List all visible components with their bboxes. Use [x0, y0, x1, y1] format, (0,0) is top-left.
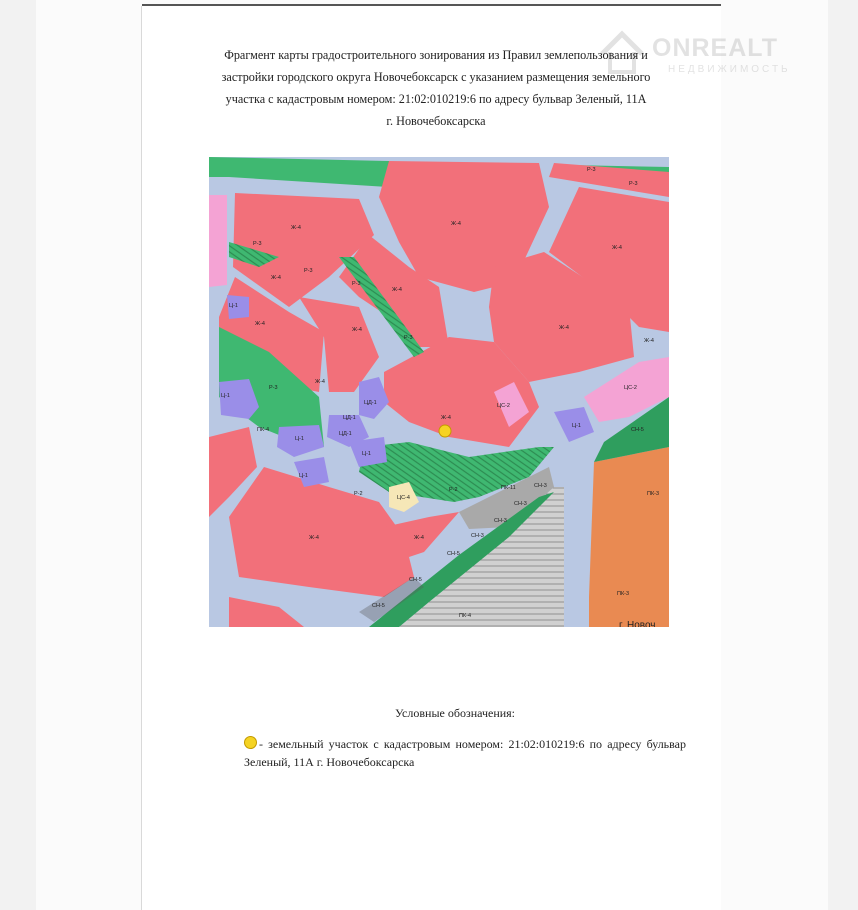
zone-label: Р-3	[304, 268, 313, 274]
zone-label: Ц-1	[572, 423, 581, 429]
zone-label: ЦД-1	[364, 400, 377, 406]
watermark-subtitle: НЕДВИЖИМОСТЬ	[668, 64, 791, 75]
zone-label: Р-3	[269, 385, 278, 391]
zone-label: ЦД-1	[339, 431, 352, 437]
watermark-brand: ONREALT	[652, 34, 778, 62]
zone-label: ПК-4	[257, 427, 270, 433]
zone-label: ПК-3	[647, 491, 660, 497]
zone-label: ПК-11	[501, 485, 516, 491]
zone-label: Ж-4	[559, 325, 569, 331]
zone-label: СН-5	[631, 427, 644, 433]
zone-label: СН-5	[409, 577, 422, 583]
zone-label: Р-2	[449, 487, 458, 493]
zone-label: СН-5	[447, 551, 460, 557]
zone-label: ПК-4	[459, 613, 472, 619]
zone-label: ЦД-1	[343, 415, 356, 421]
zone-label: Ж-4	[315, 379, 325, 385]
title-line-1: Фрагмент карты градостроительного зонирования из Правил землепользования и	[224, 48, 648, 62]
zone-industrial	[589, 447, 669, 627]
zone-label: Ж-4	[291, 225, 301, 231]
zone-label: Ц-1	[221, 393, 230, 399]
zone-label: Ж-4	[352, 327, 362, 333]
parcel-marker	[439, 425, 451, 437]
title-line-2: застройки городского округа Новочебоксарск с указанием размещения земельного	[221, 70, 651, 84]
legend-entry	[244, 735, 686, 771]
zoning-map	[209, 157, 669, 627]
document-title	[205, 44, 667, 132]
zone-special-left	[209, 195, 227, 287]
zone-label: Ж-4	[271, 275, 281, 281]
title-line-4: г. Новочебоксарска	[386, 114, 486, 128]
title-line-3: участка с кадастровым номером: 21:02:010219:6 по адресу бульвар Зеленый, 11А	[225, 92, 647, 106]
zone-label: Ж-4	[451, 221, 461, 227]
zone-label: Ц-1	[299, 473, 308, 479]
zone-label: Ж-4	[441, 415, 451, 421]
zone-label: СН-3	[534, 483, 547, 489]
zone-label: Ж-4	[612, 245, 622, 251]
zone-label: Ц-1	[362, 451, 371, 457]
zoning-map-svg	[209, 157, 669, 627]
zone-label: Р-3	[404, 335, 413, 341]
zone-label: Р-3	[629, 181, 638, 187]
zone-label: Р-2	[354, 491, 363, 497]
zone-label: ЦС-4	[397, 495, 410, 501]
zone-label: ПК-3	[617, 591, 630, 597]
zone-label: Ж-4	[255, 321, 265, 327]
zone-label: Ц-1	[229, 303, 238, 309]
zone-label: ЦС-2	[497, 403, 510, 409]
parcel-marker-icon	[244, 736, 257, 749]
zone-label: СН-3	[471, 533, 484, 539]
legend-entry-text: - земельный участок с кадастровым номером: 21:02:010219:6 по адресу бульвар Зеленый, 11А г. Новочебоксарска	[244, 737, 686, 769]
zone-label: Ж-4	[644, 338, 654, 344]
zone-label: СН-5	[372, 603, 385, 609]
zone-label: СН-3	[514, 501, 527, 507]
legend-title: Условные обозначения:	[395, 706, 516, 720]
zone-label: Ц-1	[295, 436, 304, 442]
zone-label: Ж-4	[414, 535, 424, 541]
zone-label: ЦС-2	[624, 385, 637, 391]
zone-label: Ж-4	[392, 287, 402, 293]
zone-label: СН-3	[494, 518, 507, 524]
zone-label: Р-3	[587, 167, 596, 173]
zone-label: Р-3	[352, 281, 361, 287]
zone-label: Ж-4	[309, 535, 319, 541]
city-label: г. Новоч	[619, 620, 656, 627]
zone-label: Р-3	[253, 241, 262, 247]
